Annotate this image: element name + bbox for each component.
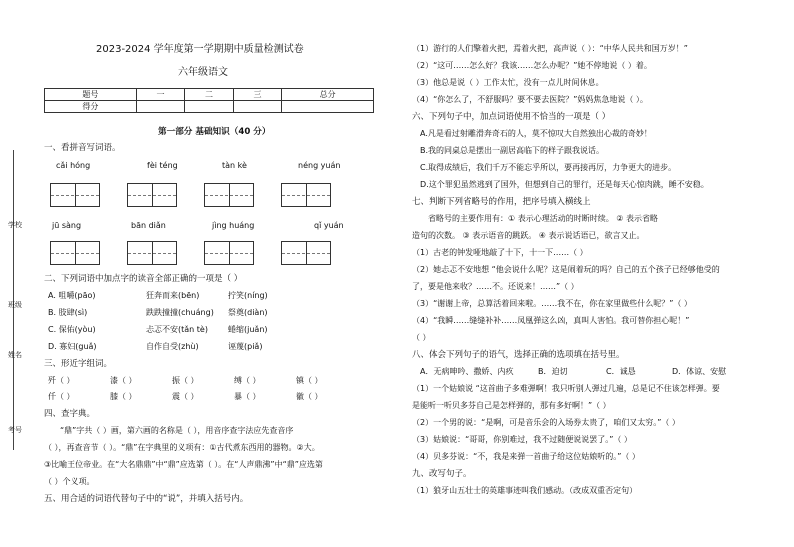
q7-item: （2）她忐忑不安地想 “他会说什么呢？这是闹着玩的吗？自己的五个孩子已经够他受的 — [412, 265, 720, 274]
q4-title: 四、查字典。 — [44, 409, 96, 419]
score-cell: 二 — [185, 89, 234, 101]
q3-item: 振（ ） — [172, 376, 199, 385]
binding-margin — [6, 150, 22, 450]
q7-title: 七、判断下列省略号的作用，把序号填入横线上 — [412, 197, 591, 207]
q2-option-d-1: D. 寡妇(guǎ) — [48, 342, 97, 351]
q3-item: 缚（ ） — [234, 376, 261, 385]
margin-mark-name: 姓名 — [8, 351, 22, 359]
q2-option-c-3: 蜷缩(juǎn) — [228, 325, 268, 334]
q3-item: 镇（ ） — [296, 376, 323, 385]
score-cell[interactable] — [136, 101, 185, 113]
writing-grid[interactable] — [281, 183, 331, 207]
q3-item: 歼（ ） — [48, 376, 75, 385]
score-cell[interactable] — [282, 101, 374, 113]
q5-item: （3）他总是说（ ）工作太忙，没有一点儿时间休息。 — [412, 78, 604, 87]
q2-option-d-3: 诬蔑(piǎ) — [228, 342, 263, 351]
score-table-row — [45, 89, 374, 101]
score-cell: 总分 — [282, 89, 374, 101]
q6-option: B.我的同桌总是摆出一副居高临下的样子跟我说话。 — [420, 146, 605, 155]
pinyin-label: jū sàng — [52, 221, 82, 230]
q3-item: 震（ ） — [172, 392, 199, 401]
score-table — [44, 88, 374, 113]
q7-item: （ ） — [412, 333, 431, 342]
q8-item: （3）姑娘说：“哥哥，你别难过，我不过随便说说罢了。”（ ） — [412, 435, 632, 444]
writing-grid[interactable] — [127, 241, 177, 265]
score-cell: 得分 — [45, 101, 137, 113]
writing-grid[interactable] — [50, 241, 100, 265]
q5-item: （1）游行的人们擎着火把，焉着火把，高声说（ ）：“中华人民共和国万岁！” — [412, 44, 688, 53]
q4-line: （ ）个义项。 — [44, 477, 95, 486]
score-cell: 一 — [136, 89, 185, 101]
pinyin-label: cǎi hóng — [56, 161, 91, 170]
q8-option: B．迫切 — [538, 367, 568, 376]
q2-option-c-2: 忐忑不安(tǎn tè) — [146, 325, 208, 334]
q7-item: （4）“我瞬……缝缝补补……凤凰弹这么凶，真叫人害怕。我可替你担心呢！” — [412, 316, 690, 325]
q6-option: C.取得成绩后，我们千万不能忘乎所以，要再接再厉，力争更大的进步。 — [420, 163, 677, 172]
score-cell: 题号 — [45, 89, 137, 101]
writing-grid[interactable] — [50, 183, 100, 207]
q3-item: 仟（ ） — [48, 392, 75, 401]
q6-option: A.凡是看过射雕滑奔奇石的人，莫不惊叹大自然独出心裁的奇妙！ — [420, 129, 652, 138]
q8-title: 八、体会下列句子的语气，选择正确的选项填在括号里。 — [412, 350, 625, 360]
q8-option: C．诚恳 — [606, 367, 636, 376]
q3-item: 膝（ ） — [110, 392, 137, 401]
q4-line: （ ），再查音节（ ）。“鼎”在字典里的义项有：①古代煮东西用的器物。②大。 — [44, 443, 320, 452]
pinyin-label: néng yuán — [298, 161, 341, 170]
q6-title: 六、下列句子中，加点词语使用不恰当的一项是（ ） — [412, 112, 611, 122]
q5-item: （2）“这可……怎么好？我该……怎么办呢？”她不停地说（ ）着。 — [412, 61, 652, 70]
q8-item: （4）贝多芬说：“不，我是来弹一首曲子给这位姑娘听的。”（ ） — [412, 452, 640, 461]
q7-item: （3）“谢谢上帝，总算活着回来啦。……我不在，你在家里做些什么呢？”（ ） — [412, 299, 692, 308]
q4-line: “鼎”字共（ ）画，第六画的名称是（ ），用音序查字法应先查音序 — [60, 426, 294, 435]
q8-option: D．体谅、安慰 — [672, 367, 727, 376]
q2-option-d-2: 自作自受(zhù) — [146, 342, 199, 351]
score-cell[interactable] — [233, 101, 282, 113]
q8-option: A．无病呻吟、撒娇、内疚 — [420, 367, 514, 376]
pinyin-label: qǐ yuán — [314, 221, 344, 230]
part-heading: 第一部分 基础知识（40 分） — [158, 127, 271, 137]
q7-intro: 省略号的主要作用有：① 表示心理活动的时断时续。 ② 表示省略 — [428, 214, 658, 223]
q8-item: （1）一个姑娘说 “这首曲子多难弹啊！我只听别人弹过几遍，总是记不住该怎样弹。要 — [412, 384, 720, 393]
q5-item: （4）“你怎么了，不舒服吗？要不要去医院？”妈妈焦急地说（ ）。 — [412, 95, 648, 104]
writing-grid[interactable] — [204, 241, 254, 265]
q7-item: （1）古老的钟发哑地敲了十下，十一下……（ ） — [412, 248, 588, 257]
q2-option-a-1: A. 咀嚼(pāo) — [48, 291, 96, 300]
writing-grid[interactable] — [127, 183, 177, 207]
pinyin-label: tàn kè — [222, 161, 247, 170]
q5-title: 五、用合适的词语代替句子中的“说”，并填入括号内。 — [44, 494, 249, 504]
q2-option-a-3: 拧笑(níng) — [228, 291, 268, 300]
margin-mark-class: 班级 — [8, 301, 22, 309]
score-cell[interactable] — [185, 101, 234, 113]
q2-title: 二、下列词语中加点字的读音全部正确的一项是（ ） — [44, 274, 243, 284]
pinyin-label: bān diǎn — [131, 221, 166, 230]
q3-item: 漆（ ） — [110, 376, 137, 385]
exam-title: 2023-2024 学年度第一学期期中质量检测试卷 — [96, 44, 304, 55]
q2-option-c-1: C. 保佑(yòu) — [48, 325, 96, 334]
q3-item: 暴（ ） — [234, 392, 261, 401]
q2-option-b-3: 祭奠(diàn) — [228, 308, 268, 317]
q9-item: （1）狼牙山五壮士的英雄事迹叫我们感动。（改成双重否定句） — [412, 486, 638, 495]
q4-line: ③比喻王位帝业。在“大名鼎鼎”中“鼎”应选第（ ）。在“人声鼎沸”中“鼎”应选第 — [44, 460, 323, 469]
q2-option-a-2: 狂奔而来(bēn) — [146, 291, 200, 300]
q2-option-b-1: B. 肢肆(sì) — [48, 308, 88, 317]
margin-mark-school: 学校 — [8, 221, 22, 229]
pinyin-label: jìng huáng — [212, 221, 255, 230]
score-table-row — [45, 101, 374, 113]
q7-item: 了，要是他来收？……不。还说来！……”（ ） — [412, 282, 579, 291]
writing-grid[interactable] — [204, 183, 254, 207]
q3-item: 徽（ ） — [296, 392, 323, 401]
q9-title: 九、改写句子。 — [412, 469, 472, 479]
q1-title: 一、看拼音写词语。 — [44, 143, 121, 153]
q3-title: 三、形近字组词。 — [44, 359, 113, 369]
pinyin-label: fèi téng — [147, 161, 178, 170]
q6-option: D.这个罪犯虽然逃到了国外，但想到自己的罪行，还是每天心惊肉跳，睡不安稳。 — [420, 180, 709, 189]
writing-grid[interactable] — [281, 241, 331, 265]
exam-subtitle: 六年级语文 — [178, 67, 228, 78]
q8-item: 是能听一听贝多芬自己是怎样弹的，那有多好啊！”（ ） — [412, 401, 611, 410]
q8-item: （2）一个男的说：“是啊，可是音乐会的入场券太贵了，咱们又太穷。”（ ） — [412, 418, 680, 427]
q7-intro: 造句的次数。 ③ 表示语音的跳跃。 ④ 表示说话语已，欲言又止。 — [412, 231, 645, 240]
margin-mark-number: 考号 — [8, 426, 22, 434]
q2-option-b-2: 跌跌撞撞(chuáng) — [146, 308, 214, 317]
score-cell: 三 — [233, 89, 282, 101]
